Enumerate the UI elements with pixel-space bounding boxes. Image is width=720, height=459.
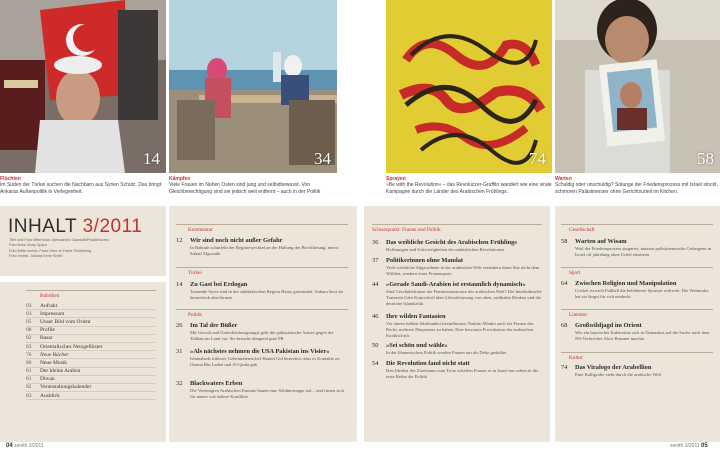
section-label-rubriken: Rubriken [40,293,60,299]
caption-text: Im Süden der Türkei suchen die Nachbarn aus Syrien Schutz. Das bringt Ankaras Außenpolitik in Verlegenheit. [0,182,162,195]
section-rule [561,267,713,268]
photo-caption [0,176,166,195]
credit-line: Foto Mitte rechts: From Here to Fame Publishing [9,248,92,253]
photo-kaempfen-image [169,0,337,173]
caption-title: Sprayen [386,176,406,182]
toc-entry[interactable]: 36 Das weibliche Gesicht des Arabischen Frühlings Hoffnungen und Schwierigkeiten der nahöstlichen Revolutionen [372,239,517,252]
list-item[interactable]: 81 Diwan [26,376,156,384]
section-label-tuerkei: Türkei [188,270,202,276]
section-rule [176,309,348,310]
caption-text: »Be with the Revolution« – das Revoluzzer-Graffito wandert wie eine virale Kampagne durch die Länder des Arabischen Frühlings. [386,182,552,195]
toc-entry[interactable]: 68 Großwildjagd im Orient Wie ein bayrischer Kabarettist sich in Damaskus auf die Suche nach dem NS-Verbrecher Alois Brunner machte [561,322,710,341]
toc-entry[interactable]: 58 Warten auf Wisam Weil der Friedensprozess stagniert, müssen palästinensische Gefangene in Israel oft jahrelang ohne Urteil einsitzen [561,238,712,257]
section-rule [372,224,542,225]
photo-sprayen-image [386,0,552,173]
photo-warten-image [555,0,720,173]
magazine-issue: zenith 3/2011 [670,443,700,449]
caption-title: Flüchten [0,176,21,182]
photo-page-number: 14 [143,149,160,168]
toc-entry[interactable]: 37 Politikerinnen ohne Mandat Viele weibliche Abgeordnete in der arabischen Welt verändern ihren Sitz nicht dem Wählen, sondern einer Frauenquote [372,257,540,276]
section-rule [176,267,348,268]
contents-heading: INHALT [8,216,77,237]
toc-entry[interactable]: 64 Zwischen Religion und Manipulation Cricket ist nach Fußball die beliebteste Sportart weltweit. Die Wettmafia hat sie längst für sich entdeckt [561,280,709,299]
photo-sprayen [386,0,552,173]
list-item[interactable]: 83 Orientalisches Netzgeflüster [26,343,156,351]
folio-right [670,443,708,449]
toc-entry[interactable]: 44 »Gerade Saudi-Arabien ist erstaunlich dynamisch« Sind Geschäftsfrauen der Feminismusmotor der arabischen Welt? Die Interkulturelle Trainerin Gabi Kratochwil über Liberalisierung von oben, radikalen Denken und die deutsche Islamkritik [372,281,542,306]
list-item[interactable]: 03 Aufrakt [26,302,156,310]
list-item[interactable]: 05 Unser Bild vom Orient [26,318,156,326]
section-label-sport: Sport [569,270,581,276]
section-rule [561,309,713,310]
section-rule [561,224,713,225]
photo-fluechten [0,0,166,173]
photo-page-number: 74 [529,149,546,168]
list-item[interactable]: 80 Neue Musik [26,359,156,367]
section-rule [26,290,156,291]
section-label-literatur: Literatur [569,312,588,318]
toc-entry[interactable]: 26 Im Tal der Büßer Mit Gewalt und Unterdrückungsangst geht die pakistanische Armee gegen die Taliban im Land vor. Sie braucht dringend gute PR [176,322,334,341]
magazine-issue: zenith 3/2011 [14,443,44,449]
folio-left [6,443,44,449]
credit-line: Titel und Foto Mitte links: Alessandro Gandolfi/Parallelozero [9,238,110,242]
issue-number: 3/2011 [82,216,143,237]
section-label-kultur: Kultur [569,355,583,361]
caption-title: Warten [555,176,572,182]
section-label-schwerpunkt: Schwerpunkt: Frauen und Politik [372,227,441,233]
toc-entry[interactable]: 32 Blackwaters Erben Die Vereinigten Arabischen Emirate bauen eine Söldnertruppe auf – und rüsten sich für innere wie äußere Konflikte [176,380,344,399]
toc-entry[interactable]: 54 Die Revolution fand nicht statt Den Idealen des Zionismus zum Trotz schaffen Frauen es in Israel nur selten in die erste Reihe der Politik [372,360,539,379]
caption-text: Viele Frauen im Nahen Osten sind jung und selbstbewusst. Von Gleichberechtigung sind sie jedoch weit entfernt – auch in der Politik [169,182,321,195]
list-item[interactable]: 83 Ausblick [26,392,156,400]
photo-page-number: 58 [697,149,714,168]
list-item[interactable]: 76 Neue Bücher [26,351,156,359]
section-label-politik: Politik [188,312,202,318]
list-item[interactable]: 03 Impressum [26,310,156,318]
list-item[interactable]: 81 Der kleine Arabist [26,368,156,376]
photo-fluechten-image [0,0,166,173]
credit-line: Foto rechts: Juliana Irene Smith [9,254,63,259]
rubriken-list [26,302,156,400]
caption-title: Kämpfen [169,176,191,182]
toc-entry[interactable]: 50 »Sei schön und wähle« In der libanesischen Politik werden Frauen nur als Deko geduldet [372,342,507,355]
section-rule [176,224,348,225]
photo-caption [555,176,720,195]
photo-page-number: 34 [314,149,331,168]
photo-warten [555,0,720,173]
toc-entry[interactable]: 74 Das Viralogo der Arabellion Eine Kalligrafie zieht durch die arabische Welt [561,364,662,377]
section-label-gesellschaft: Gesellschaft [569,227,595,233]
toc-entry[interactable]: 14 Zu Gast bei Erdogan Tausende Syrer sind in der südtürkischen Region Hatay gestrandet. Ankara lässt sie hermetisch abschirmen [176,281,344,300]
list-item[interactable]: 08 Profile [26,327,156,335]
toc-entry[interactable]: 12 Wir sind noch nicht außer Gefahr In Bahrain schürfeln der Regimewechsel an der Haltung der Bevölkerung, meint Suhail Algosaibi [176,237,339,256]
photo-caption [386,176,552,195]
toc-entry[interactable]: 31 »Als nächstes nehmen die USA Pakistan ins Visier« Islamabads früherer Geheimdienstchef Hamid Gul bestreitet, dass es Kontakte zu Osama Bin Laden und Al-Qaida gab [176,348,340,367]
page-title [8,216,142,238]
page-number: 04 [6,443,13,449]
section-rule [561,352,713,353]
list-item[interactable]: 82 Basar [26,335,156,343]
caption-text: Schuldig oder unschuldig? Solange der Friedensprozess mit Israel stockt, schmoren Palästinenser ohne Gerichtsurteil im Kitchen. [555,182,718,195]
section-label-kommentar: Kommentar [188,227,213,233]
photo-kaempfen [169,0,337,173]
page-number: 05 [701,443,708,449]
credit-line: Foto links: Andy Spyra [9,243,47,248]
photo-credits [9,238,161,260]
list-item[interactable]: 82 Veranstaltungskalender [26,384,156,392]
toc-entry[interactable]: 46 Ihre wilden Fantasien Vor einem halben Jahrhundert beeinflussten Nadine Albakri auch für Frauen das Recht, mehrere Ehepartner zu haben. Eine bewusste Provokation der arabischen Erotikschrift [372,313,534,338]
photo-caption [169,176,337,195]
